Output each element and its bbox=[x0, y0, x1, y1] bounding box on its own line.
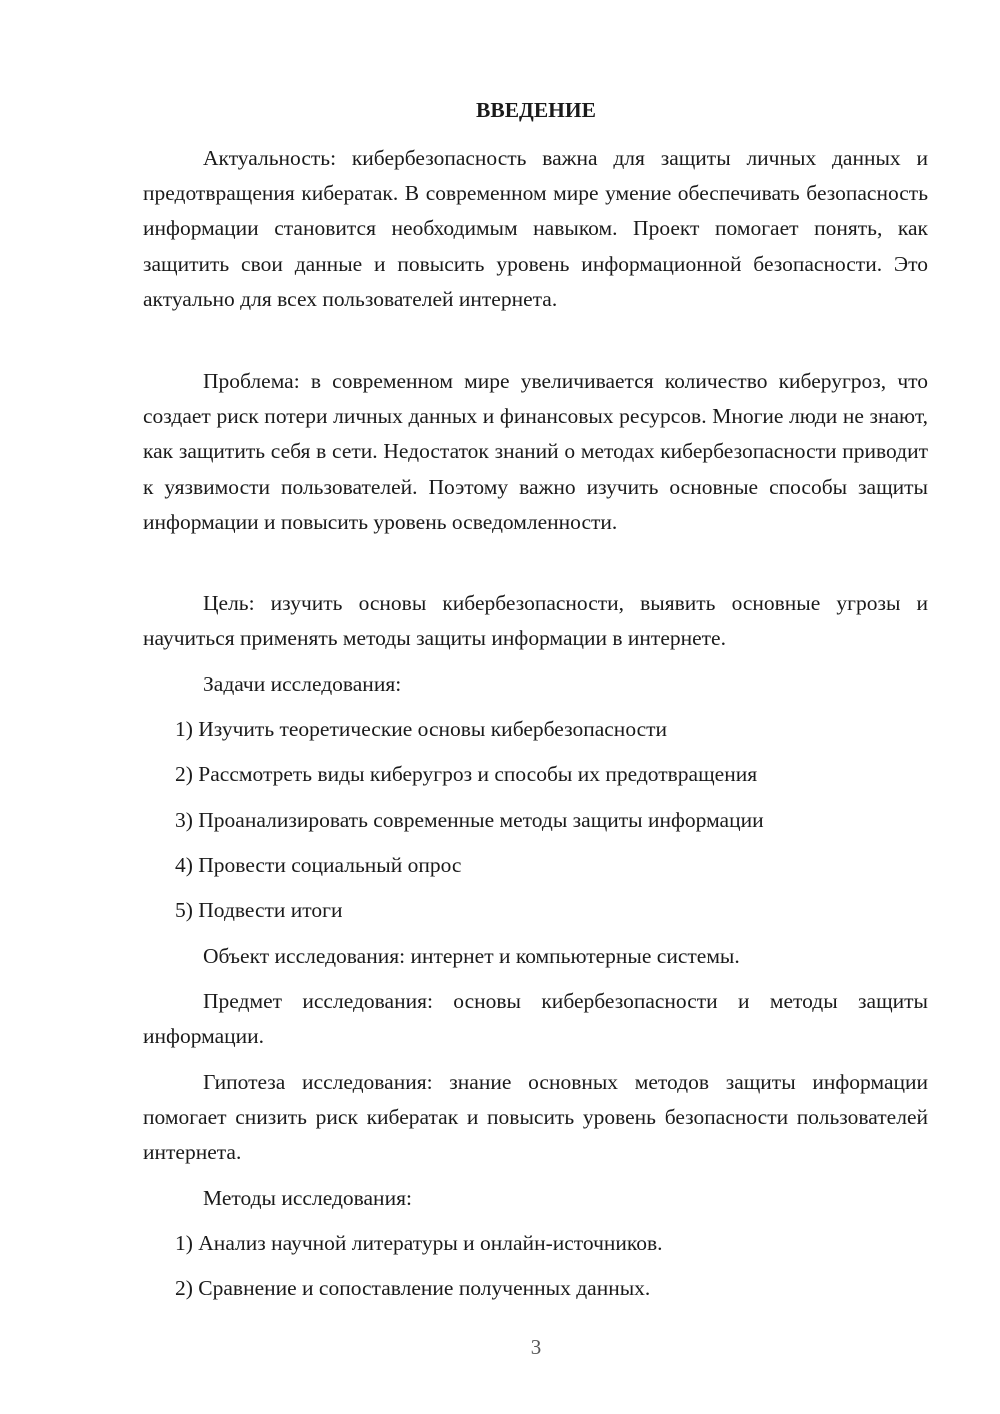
object-paragraph: Объект исследования: интернет и компьютерные системы. bbox=[203, 944, 740, 968]
list-item: 1) Анализ научной литературы и онлайн-источников. bbox=[175, 1231, 663, 1255]
goal-paragraph: Цель: изучить основы кибербезопасности, выявить основные угрозы и научиться применять методы защиты информации в интернете. bbox=[143, 591, 928, 651]
subject-paragraph: Предмет исследования: основы кибербезопасности и методы защиты информации. bbox=[143, 989, 928, 1049]
tasks-heading: Задачи исследования: bbox=[203, 672, 402, 696]
list-item: 2) Рассмотреть виды киберугроз и способы их предотвращения bbox=[175, 762, 758, 786]
list-item: 5) Подвести итоги bbox=[175, 898, 343, 922]
relevance-paragraph: Актуальность: кибербезопасность важна для защиты личных данных и предотвращения кибератак. В современном мире умение обеспечивать безопасность информации становится необходимым навыком. Проект помогает понять, как защитить свои данные и повысить уровень информационной безопасности. Это актуально для всех пользователей интернета. bbox=[143, 146, 928, 311]
list-item: 1) Изучить теоретические основы кибербезопасности bbox=[175, 717, 668, 741]
list-item: 2) Сравнение и сопоставление полученных данных. bbox=[175, 1276, 651, 1300]
page-number: 3 bbox=[530, 1335, 542, 1359]
page-title: ВВЕДЕНИЕ bbox=[476, 98, 596, 122]
hypothesis-paragraph: Гипотеза исследования: знание основных методов защиты информации помогает снизить риск кибератак и повысить уровень безопасности пользователей интернета. bbox=[143, 1070, 928, 1165]
methods-heading: Методы исследования: bbox=[203, 1186, 412, 1210]
list-item: 4) Провести социальный опрос bbox=[175, 853, 462, 877]
list-item: 3) Проанализировать современные методы защиты информации bbox=[175, 808, 764, 832]
problem-paragraph: Проблема: в современном мире увеличивается количество киберугроз, что создает риск потери личных данных и финансовых ресурсов. Многие люди не знают, как защитить себя в сети. Недостаток знаний о методах кибербезопасности приводит к уязвимости пользователей. Поэтому важно изучить основные способы защиты информации и повысить уровень осведомленности. bbox=[143, 369, 928, 534]
